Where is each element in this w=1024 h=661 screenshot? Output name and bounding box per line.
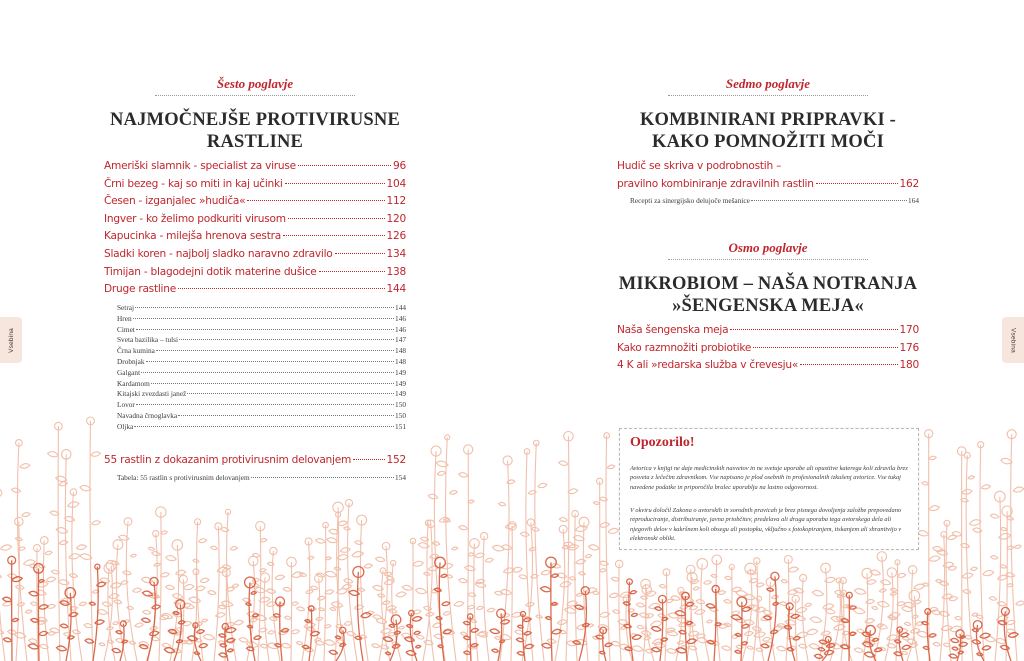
warning-title: Opozorilo! <box>630 435 695 450</box>
toc-sub-entry-page: 149 <box>395 378 406 388</box>
toc-sub-entry-title: Drobnjak <box>117 356 145 366</box>
toc-sub-entry-page: 144 <box>395 303 406 312</box>
dot-leader <box>730 329 897 330</box>
toc-sub-entry[interactable] <box>104 389 406 400</box>
toc-entry[interactable] <box>617 357 919 375</box>
toc-sub-entry[interactable] <box>104 314 406 325</box>
chapter-label: Osmo poglavje <box>728 240 808 255</box>
dot-leader <box>136 404 394 405</box>
toc-55-plants <box>104 452 406 483</box>
toc-entry[interactable] <box>104 281 406 299</box>
toc-entry-title-line-1: Hudič se skriva v podrobnostih – <box>617 160 782 172</box>
dot-leader <box>753 347 897 348</box>
dot-leader <box>800 364 897 365</box>
chapter-title-line-2: »ŠENGENSKA MEJA« <box>672 296 864 316</box>
toc-sub-entry[interactable] <box>104 357 406 368</box>
toc-entry[interactable] <box>104 246 406 264</box>
chapter-title-line-1: KOMBINIRANI PRIPRAVKI - <box>639 110 897 130</box>
toc-sub-entry-page: 147 <box>395 335 406 345</box>
dotted-divider <box>155 95 355 96</box>
warning-paragraph-medical: Avtorica v knjigi ne daje medicinskih nasvetov in ne svetuje uporabe ali opustitve katerega koli zdravila brez posveta z lečečim zdravnikom. Vse napisano je plod osebnih in profesionalnih izkušenj avtorice. Vse tukaj navedene podatke in priporočila bralec uporablja na lastno odgovornost. <box>630 465 908 491</box>
contents-tab-label: Vsebina <box>1009 327 1017 353</box>
toc-entry-title: Kapucinka - milejša hrenova sestra <box>104 230 281 243</box>
chapter-title-line-2: RASTLINE <box>206 132 304 152</box>
chapter-title-line-2: KAKO POMNOŽITI MOČI <box>652 132 884 152</box>
dot-leader <box>251 477 394 478</box>
dot-leader <box>247 200 384 201</box>
toc-sub-entry-title: Setraj <box>117 303 135 312</box>
toc-entry-title: Naša šengenska meja <box>617 324 729 336</box>
dot-leader <box>156 350 394 351</box>
chapter-title-line-1: NAJMOČNEJŠE PROTIVIRUSNE <box>109 110 401 130</box>
toc-sub-entry-title: Sveta bazilika – tulsi <box>117 335 178 345</box>
chapter-label: Šesto poglavje <box>216 76 294 91</box>
toc-entry[interactable] <box>104 211 406 229</box>
toc-entry-title: 55 rastlin z dokazanim protivirusnim delovanjem <box>104 454 352 466</box>
toc-sub-entry-title: Kardamom <box>117 378 150 388</box>
chapter-title-line-1: MIKROBIOM – NAŠA NOTRANJA <box>618 274 918 294</box>
toc-sub-entry-title: Recepti za sinergijsko delujoče mešanice <box>630 196 750 206</box>
dotted-divider <box>668 259 868 260</box>
toc-entry-page: 180 <box>899 359 919 372</box>
dot-leader <box>178 415 394 416</box>
toc-sub-entry-page: 151 <box>395 421 406 431</box>
toc-sub-entry[interactable] <box>104 473 406 484</box>
toc-sub-entry[interactable] <box>104 422 406 433</box>
contents-tab-left[interactable] <box>0 317 22 363</box>
toc-entry-page: 152 <box>386 454 406 466</box>
toc-entry-page: 112 <box>386 195 406 208</box>
dot-leader <box>146 361 394 362</box>
toc-sub-entry[interactable] <box>104 411 406 422</box>
toc-sub-entry-page: 150 <box>395 410 406 420</box>
dot-leader <box>298 165 391 166</box>
toc-entry-title: 4 K ali »redarska služba v črevesju« <box>617 359 799 372</box>
dot-leader <box>335 253 385 254</box>
toc-sub-entry-page: 146 <box>395 313 406 323</box>
toc-sub-entry[interactable] <box>617 196 919 207</box>
toc-sub-entry[interactable] <box>104 400 406 411</box>
chapter-7-header <box>617 76 919 153</box>
dot-leader <box>141 372 394 373</box>
chapter-title <box>104 109 406 153</box>
toc-sub-entry[interactable] <box>104 335 406 346</box>
dot-leader <box>751 200 907 201</box>
toc-sub-entry-title: Kitajski zvezdasti janež <box>117 389 187 399</box>
toc-sub-entry-title: Navadna črnoglavka <box>117 410 178 420</box>
dot-leader <box>179 339 394 340</box>
toc-entry-title: Timijan - blagodejni dotik materine dušice <box>104 265 317 278</box>
toc-sub-entry-title: Oljka <box>117 421 134 431</box>
dot-leader <box>178 288 385 289</box>
toc-entry-title: Kako razmnožiti probiotike <box>617 341 752 354</box>
chapter-6-header <box>104 76 406 153</box>
toc-sub-entry[interactable] <box>104 379 406 390</box>
toc-sub-entry-page: 148 <box>395 356 406 366</box>
toc-entry-title-line-2: pravilno kombiniranje zdravilnih rastlin <box>617 177 814 190</box>
toc-chapter-8 <box>617 322 919 375</box>
dot-leader <box>283 235 385 236</box>
toc-sub-entry[interactable] <box>104 325 406 336</box>
dot-leader <box>816 183 898 184</box>
dotted-divider <box>668 95 868 96</box>
dot-leader <box>133 318 394 319</box>
toc-entry[interactable] <box>104 158 406 176</box>
toc-sub-entry-page: 154 <box>395 472 406 482</box>
toc-sub-entry-title: Tabela: 55 rastlin s protivirusnim delovanjem <box>117 472 250 482</box>
toc-entry[interactable] <box>104 264 406 282</box>
toc-sub-entry-page: 149 <box>395 367 406 377</box>
toc-entry[interactable] <box>617 340 919 358</box>
toc-chapter-7 <box>617 158 919 207</box>
warning-box <box>619 428 919 550</box>
dot-leader <box>285 183 385 184</box>
toc-sub-entry-title: Črna kumina <box>117 346 155 356</box>
toc-entry-page: 176 <box>899 341 919 354</box>
toc-sub-entry[interactable] <box>104 303 406 314</box>
toc-entry[interactable] <box>617 322 919 340</box>
toc-entry-title: Druge rastline <box>104 283 176 296</box>
toc-sub-entry-page: 146 <box>395 324 406 334</box>
dot-leader <box>136 329 394 330</box>
dot-leader <box>319 271 385 272</box>
toc-entry-page: 104 <box>386 177 406 190</box>
toc-entry-page: 134 <box>386 247 406 260</box>
toc-entry[interactable] <box>104 176 406 194</box>
toc-entry-title: Ingver - ko želimo podkuriti virusom <box>104 212 286 225</box>
toc-sub-entry-title: Galgant <box>117 367 141 377</box>
dot-leader <box>288 218 385 219</box>
toc-sub-entry-page: 150 <box>395 400 406 410</box>
toc-sub-entry-page: 148 <box>395 346 406 356</box>
toc-entry-page: 126 <box>386 230 406 243</box>
toc-entry[interactable] <box>104 228 406 246</box>
toc-entry[interactable] <box>104 193 406 211</box>
toc-sub-entry[interactable] <box>104 368 406 379</box>
toc-sub-entry-title: Hren <box>117 313 132 323</box>
dot-leader <box>187 393 394 394</box>
toc-other-plants <box>104 303 406 433</box>
toc-entry-page: 138 <box>386 265 406 278</box>
toc-entry[interactable] <box>104 452 406 470</box>
toc-sub-entry-page: 164 <box>908 196 919 206</box>
toc-entry-page: 162 <box>899 177 919 190</box>
toc-entry-title: Česen - izganjalec »hudiča« <box>104 195 246 208</box>
chapter-8-header <box>617 240 919 317</box>
toc-entry-title: Sladki koren - najbolj sladko naravno zdravilo <box>104 247 333 260</box>
toc-sub-entry-title: Lovor <box>117 400 135 410</box>
chapter-label: Sedmo poglavje <box>725 76 811 91</box>
toc-sub-entry[interactable] <box>104 346 406 357</box>
toc-sub-entry-page: 149 <box>395 389 406 399</box>
toc-entry-page: 170 <box>899 324 919 336</box>
chapter-title <box>617 273 919 317</box>
toc-entry-page: 96 <box>393 160 406 172</box>
toc-entry[interactable] <box>617 158 919 193</box>
dot-leader <box>135 307 394 308</box>
dot-leader <box>151 383 394 384</box>
dot-leader <box>134 426 394 427</box>
dot-leader <box>353 459 384 460</box>
contents-tab-right[interactable] <box>1002 317 1024 363</box>
toc-entry-page: 120 <box>386 212 406 225</box>
toc-entry-title: Ameriški slamnik - specialist za viruse <box>104 160 296 172</box>
toc-entry-page: 144 <box>386 283 406 296</box>
toc-entry-title: Črni bezeg - kaj so miti in kaj učinki <box>104 177 283 190</box>
warning-paragraph-copyright: V okviru določil Zakona o avtorskih in sorodnih pravicah je brez pisnega dovoljenja založbe prepovedano reproduciranje, distribuiranje, javna priobčitev, predelava ali druga uporaba tega avtorskega dela ali njegovih delov v kakršnem koli obsegu ali postopku, vključno s fotokopiranjem, tiskanjem ali shranitvijo v elektronski obliki. <box>630 507 902 543</box>
contents-tab-label: Vsebina <box>7 327 15 353</box>
toc-sub-entry-title: Cimet <box>117 324 135 334</box>
chapter-title <box>617 109 919 153</box>
toc-chapter-6 <box>104 158 406 299</box>
